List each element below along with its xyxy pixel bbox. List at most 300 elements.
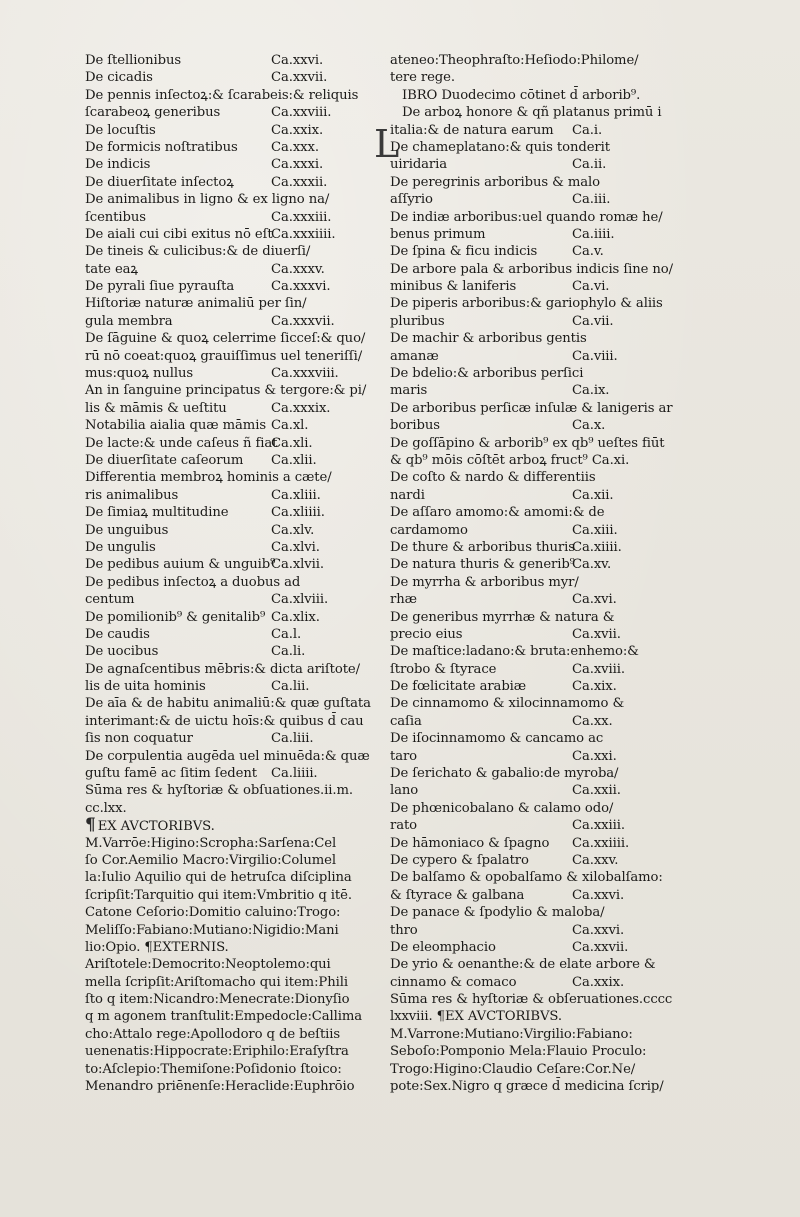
entry-text: De lacte:& unde caſeus ñ fiat xyxy=(85,435,278,451)
entry-text: De diuerſitate caſeorum xyxy=(85,452,244,468)
entry-text: De agnaſcentibus mēbris:& dicta ariſtote/ xyxy=(85,661,360,677)
decorated-initial: L xyxy=(374,121,400,166)
index-line xyxy=(85,139,353,156)
entry-text: pluribus xyxy=(390,313,445,329)
entry-text: rhæ xyxy=(390,592,417,608)
entry-text: ſcripſit:Tarquitio qui item:Vmbritio q itē. xyxy=(85,887,352,903)
entry-text: Meliſſo:Fabiano:Mutiano:Nigidio:Mani xyxy=(85,922,339,938)
entry-text: De phœnicobalano & calamo odo/ xyxy=(390,800,614,816)
index-line xyxy=(85,382,367,399)
index-line xyxy=(85,869,353,886)
entry-text: IBRO Duodecimo cōtinet d̄ arborib⁹. xyxy=(402,87,641,103)
chapter-ref: Ca.xxxv. xyxy=(271,261,325,277)
index-line xyxy=(390,939,660,956)
index-line xyxy=(85,52,353,69)
entry-text: Hiſtoriæ naturæ animaliū per ſin/ xyxy=(85,296,307,312)
entry-text: De yrio & oenanthe:& de elate arbore & xyxy=(390,957,656,973)
index-line xyxy=(85,765,353,782)
index-line xyxy=(390,174,660,191)
entry-text: De aſſaro amomo:& amomi:& de xyxy=(390,505,605,521)
entry-text: De fœlicitate arabiæ xyxy=(390,679,527,695)
entry-text: lano xyxy=(390,783,419,799)
chapter-ref: Ca.ix. xyxy=(572,383,610,399)
entry-text: ſcentibus xyxy=(85,209,146,225)
entry-text: precio eius xyxy=(390,626,463,642)
entry-text: De caudis xyxy=(85,626,150,642)
index-line xyxy=(390,1078,664,1095)
entry-text: De piperis arboribus:& gariophylo & aliis xyxy=(390,296,663,312)
index-line xyxy=(85,313,353,330)
entry-text: De tineis & culicibus:& de diuerſi/ xyxy=(85,244,311,260)
entry-text: boribus xyxy=(390,418,440,434)
index-line xyxy=(85,365,353,382)
entry-text: italia:& de natura earum xyxy=(390,122,554,138)
index-line xyxy=(85,104,353,121)
entry-text: Ariſtotele:Democrito:Neoptolemo:qui xyxy=(85,957,331,973)
entry-text: thro xyxy=(390,922,418,938)
index-line xyxy=(85,800,353,817)
entry-text: Notabilia aialia quæ māmis xyxy=(85,418,267,434)
index-line xyxy=(85,661,360,678)
entry-text: De pyrali ſiue pyrauſta xyxy=(85,279,235,295)
chapter-ref: Ca.xxxvii. xyxy=(271,313,335,329)
entry-text: ſis non coquatur xyxy=(85,731,193,747)
index-line xyxy=(85,69,353,86)
chapter-ref: Ca.xiii. xyxy=(572,522,618,538)
entry-text: ſcarabeoꝝ generibus xyxy=(85,105,221,121)
index-line xyxy=(85,209,353,226)
entry-text: De thure & arboribus thuris xyxy=(390,539,575,555)
chapter-ref: Ca.xxxviii. xyxy=(271,366,339,382)
chapter-ref: Ca.xiiii. xyxy=(572,539,622,555)
entry-text: lio:Opio. ¶EXTERNIS. xyxy=(85,939,229,955)
entry-text: De indiæ arboribus:uel quando romæ he/ xyxy=(390,209,663,225)
chapter-ref: Ca.xxiii. xyxy=(572,818,625,834)
index-line xyxy=(390,435,665,452)
index-line xyxy=(85,417,353,434)
entry-text: De natura thuris & generib⁹ xyxy=(390,557,575,573)
entry-text: An in ſanguine principatus & tergore:& pi/ xyxy=(85,383,367,399)
index-line xyxy=(390,713,660,730)
entry-text: lxxviii. ¶EX AVCTORIBVS. xyxy=(390,1009,562,1025)
entry-text: De eleomphacio xyxy=(390,939,496,955)
index-line xyxy=(85,904,353,921)
chapter-ref: Ca.xxix. xyxy=(271,122,324,138)
chapter-ref: Ca.liiii. xyxy=(271,766,318,782)
entry-text: De goſſāpino & arborib⁹ ex qb⁹ ueſtes fiūt xyxy=(390,435,665,451)
index-line xyxy=(85,695,371,712)
chapter-ref: Ca.xxiiii. xyxy=(572,835,630,851)
index-line xyxy=(390,417,660,434)
chapter-ref: Ca.xlvi. xyxy=(271,539,320,555)
index-line xyxy=(85,939,353,956)
entry-text: De ſimiaꝝ multitudine xyxy=(85,505,229,521)
chapter-ref: Ca.iii. xyxy=(572,192,611,208)
index-line xyxy=(85,1008,363,1025)
chapter-ref: Ca.xxvii. xyxy=(271,70,328,86)
entry-text: Seboſo:Pomponio Mela:Flauio Proculo: xyxy=(390,1044,647,1060)
index-line xyxy=(85,348,363,365)
entry-text: De ſtellionibus xyxy=(85,53,182,68)
chapter-ref: Ca.xlviii. xyxy=(271,592,329,608)
entry-text: De hāmoniaco & ſpagno xyxy=(390,835,550,851)
entry-text: De diuerſitate inſectoꝝ xyxy=(85,174,234,190)
index-line xyxy=(390,330,660,347)
index-line xyxy=(85,295,353,312)
index-line xyxy=(390,1008,660,1025)
left-column xyxy=(85,52,371,1095)
index-line xyxy=(390,209,663,226)
index-line xyxy=(390,782,660,799)
chapter-ref: Ca.xvi. xyxy=(572,592,617,608)
entry-text: rato xyxy=(390,818,418,834)
index-line xyxy=(85,835,353,852)
chapter-ref: Ca.xxx. xyxy=(271,139,319,155)
index-line xyxy=(390,278,660,295)
chapter-ref: Ca.xxi. xyxy=(572,748,617,764)
index-line xyxy=(85,261,353,278)
index-line xyxy=(390,365,660,382)
chapter-ref: Ca.xx. xyxy=(572,713,613,729)
entry-text: De panace & ſpodylio & maloba/ xyxy=(390,905,605,921)
entry-text: Menandro priēnenſe:Heraclide:Euphrōio xyxy=(85,1079,355,1095)
entry-text: De locuſtis xyxy=(85,122,156,138)
index-line xyxy=(390,695,660,712)
index-line xyxy=(390,1061,660,1078)
chapter-ref: Ca.liii. xyxy=(271,731,314,747)
entry-text: De pedibus inſectoꝝ a duobus ad xyxy=(85,574,301,590)
right-column xyxy=(374,52,673,1095)
chapter-ref: Ca.xxxiii. xyxy=(271,209,332,225)
chapter-ref: Ca.xliiii. xyxy=(271,505,325,521)
entry-text: mella ſcripſit:Ariſtomacho qui item:Phili xyxy=(85,974,348,990)
index-line xyxy=(390,539,660,556)
entry-text: minibus & laniferis xyxy=(390,279,517,295)
index-line xyxy=(85,678,353,695)
entry-text: ris animalibus xyxy=(85,487,179,503)
index-line xyxy=(85,956,353,973)
entry-text: cinnamo & comaco xyxy=(390,974,517,990)
entry-text: centum xyxy=(85,592,135,608)
entry-text: Sūma res & hyſtoriæ & obſuationes.ii.m. xyxy=(85,783,353,799)
chapter-ref: Ca.xl. xyxy=(271,418,309,434)
entry-text: De chameplatano:& quis tonderit xyxy=(390,139,610,155)
index-line xyxy=(85,991,353,1008)
entry-text: De arboꝝ honore & qñ platanus primū i xyxy=(402,105,662,121)
entry-text: gula membra xyxy=(85,313,173,329)
entry-text: lis de uita hominis xyxy=(85,679,206,695)
chapter-ref: Ca.xxii. xyxy=(572,783,621,799)
chapter-ref: Ca.xliii. xyxy=(271,487,321,503)
index-line xyxy=(85,504,353,521)
entry-text: De corpulentia augēda uel minuēda:& quæ xyxy=(85,748,370,764)
index-line xyxy=(390,69,660,86)
entry-text: maris xyxy=(390,383,428,399)
chapter-ref: Ca.xxvi. xyxy=(572,922,625,938)
index-line xyxy=(390,765,660,782)
index-line xyxy=(390,191,660,208)
index-line xyxy=(85,591,353,608)
index-line xyxy=(390,295,663,312)
index-line xyxy=(390,1026,660,1043)
entry-text: De coſto & nardo & differentiis xyxy=(390,470,596,486)
entry-text: De arbore pala & arboribus indicis ſine no/ xyxy=(390,261,673,277)
chapter-ref: Ca.viii. xyxy=(572,348,618,364)
entry-text: amanæ xyxy=(390,348,439,364)
chapter-ref: Ca.xlix. xyxy=(271,609,320,625)
index-line xyxy=(85,556,353,573)
index-line xyxy=(85,226,353,243)
chapter-ref: Ca.xv. xyxy=(572,557,612,573)
chapter-ref: Ca.xlv. xyxy=(271,522,315,538)
entry-text: rū nō coeat:quoꝝ grauiſſimus uel teneriſſi/ xyxy=(85,348,363,364)
index-line xyxy=(390,609,660,626)
entry-text: De cinnamomo & xilocinnamomo & xyxy=(390,696,625,712)
chapter-ref: Ca.l. xyxy=(271,626,302,642)
index-line xyxy=(85,539,353,556)
index-line xyxy=(85,243,353,260)
chapter-ref: Ca.xxxi. xyxy=(271,157,324,173)
entry-text: De ungulis xyxy=(85,539,156,555)
entry-text: De maſtice:ladano:& bruta:enhemo:& xyxy=(390,644,639,660)
index-line xyxy=(390,226,660,243)
index-line xyxy=(390,469,660,486)
index-line xyxy=(85,330,366,347)
index-line xyxy=(85,852,353,869)
index-line xyxy=(85,887,353,904)
index-line xyxy=(85,713,364,730)
entry-text: caſia xyxy=(390,713,422,729)
entry-text: De cypero & ſpalatro xyxy=(390,852,529,868)
index-line xyxy=(85,1026,353,1043)
entry-text: taro xyxy=(390,748,418,764)
index-line xyxy=(390,122,660,139)
index-line xyxy=(85,609,353,626)
entry-text: De peregrinis arboribus & malo xyxy=(390,174,600,190)
index-line xyxy=(390,487,660,504)
index-line xyxy=(390,800,660,817)
chapter-ref: Ca.xxvii. xyxy=(572,939,629,955)
entry-text: pote:Sex.Nigro q græce d̄ medicina ſcrip/ xyxy=(390,1079,664,1095)
index-line xyxy=(85,400,353,417)
index-line xyxy=(390,817,660,834)
chapter-ref: Ca.xvii. xyxy=(572,626,621,642)
index-line xyxy=(390,556,660,573)
index-line xyxy=(390,104,660,121)
index-line xyxy=(390,887,660,904)
chapter-ref: Ca.xxix. xyxy=(572,974,625,990)
index-line xyxy=(85,452,353,469)
entry-text: ſtrobo & ſtyrace xyxy=(390,661,497,677)
index-line xyxy=(390,382,660,399)
index-line xyxy=(85,730,353,747)
index-line xyxy=(390,974,660,991)
entry-text: la:Iulio Aquilio qui de hetruſca diſciplina xyxy=(85,870,352,886)
entry-text: & qb⁹ mōis cōſtēt arboꝝ fruct⁹ Ca.xi. xyxy=(390,452,630,468)
chapter-ref: Ca.xxvi. xyxy=(572,887,625,903)
entry-text: De formicis noſtratibus xyxy=(85,139,238,155)
entry-text: ſo Cor.Aemilio Macro:Virgilio:Columel xyxy=(85,852,337,868)
entry-text: De iſocinnamomo & cancamo ac xyxy=(390,731,604,747)
entry-text: De pomilionib⁹ & genitalib⁹ xyxy=(85,609,266,625)
index-line xyxy=(85,643,353,660)
index-line xyxy=(390,852,660,869)
entry-text: ateneo:Theophraſto:Heſiodo:Philome/ xyxy=(390,53,639,68)
chapter-ref: Ca.i. xyxy=(572,122,603,138)
entry-text: interimant:& de uictu hoīs:& quibus d̄ cau xyxy=(85,713,364,729)
entry-text: De arboribus perſicæ inſulæ & lanigeris ar xyxy=(390,400,673,416)
index-line xyxy=(85,748,370,765)
entry-text: cardamomo xyxy=(390,522,468,538)
chapter-ref: Ca.vii. xyxy=(572,313,614,329)
index-line xyxy=(390,156,660,173)
index-line xyxy=(390,243,660,260)
chapter-ref: Ca.v. xyxy=(572,244,604,260)
index-line xyxy=(390,678,660,695)
index-line xyxy=(390,348,660,365)
chapter-ref: Ca.xxxii. xyxy=(271,174,328,190)
chapter-ref: Ca.lii. xyxy=(271,679,310,695)
entry-text: to:Aſclepio:Themiſone:Poſidonio ſtoico: xyxy=(85,1061,342,1077)
index-line xyxy=(85,974,353,991)
index-line xyxy=(85,626,353,643)
entry-text: De pennis inſectoꝝ:& ſcarabeis:& reliquis xyxy=(85,87,359,103)
index-line xyxy=(390,991,673,1008)
index-line xyxy=(390,730,660,747)
index-line xyxy=(390,869,663,886)
entry-text: nardi xyxy=(390,487,425,503)
chapter-ref: Ca.xxxiiii. xyxy=(271,226,336,242)
paragraph-mark-icon: ¶ xyxy=(85,815,96,836)
chapter-ref: Ca.xix. xyxy=(572,679,617,695)
index-line xyxy=(85,817,353,834)
entry-text: uenenatis:Hippocrate:Eriphilo:Eraſyſtra xyxy=(85,1044,349,1060)
entry-text: De bdelio:& arboribus perſici xyxy=(390,366,584,382)
entry-text: De pedibus auium & unguib⁹ xyxy=(85,557,276,573)
entry-text: De unguibus xyxy=(85,522,169,538)
index-line xyxy=(85,156,353,173)
entry-text: Catone Ceſorio:Domitio caluino:Trogo: xyxy=(85,905,341,921)
entry-text: De ſerichato & gabalio:de myroba/ xyxy=(390,766,619,782)
chapter-ref: Ca.xviii. xyxy=(572,661,625,677)
chapter-ref: Ca.xlvii. xyxy=(271,557,324,573)
index-line xyxy=(390,400,673,417)
entry-text: De indicis xyxy=(85,157,151,173)
chapter-ref: Ca.li. xyxy=(271,644,306,660)
chapter-ref: Ca.vi. xyxy=(572,279,610,295)
entry-text: mus:quoꝝ nullus xyxy=(85,366,194,382)
index-line xyxy=(390,313,660,330)
index-line xyxy=(390,835,660,852)
index-line xyxy=(85,487,353,504)
chapter-ref: Ca.xli. xyxy=(271,435,313,451)
index-line xyxy=(390,643,660,660)
index-line xyxy=(390,661,660,678)
entry-text: De ſpina & ficu indicis xyxy=(390,244,538,260)
index-line xyxy=(85,87,359,104)
index-line xyxy=(85,1078,353,1095)
chapter-ref: Ca.xxxvi. xyxy=(271,279,331,295)
index-line xyxy=(390,52,660,69)
entry-text: De animalibus in ligno & ex ligno na/ xyxy=(85,192,330,208)
entry-text: De myrrha & arboribus myr/ xyxy=(390,574,579,590)
chapter-ref: Ca.xxv. xyxy=(572,852,619,868)
entry-text: De machir & arboribus gentis xyxy=(390,331,587,347)
index-line xyxy=(85,574,353,591)
entry-text: benus primum xyxy=(390,226,486,242)
entry-text: q m agonem tranſtulit:Empedocle:Callima xyxy=(85,1009,363,1025)
entry-text: De generibus myrrhæ & natura & xyxy=(390,609,615,625)
entry-text: Sūma res & hyſtoriæ & obſeruationes.cccc xyxy=(390,992,673,1008)
index-line xyxy=(85,191,353,208)
chapter-ref: Ca.xii. xyxy=(572,487,614,503)
index-line xyxy=(390,922,660,939)
entry-text: uiridaria xyxy=(390,157,448,173)
entry-text: aſſyrio xyxy=(390,192,433,208)
index-line xyxy=(390,748,660,765)
entry-text: tate eaꝝ xyxy=(85,261,138,277)
index-line xyxy=(85,782,353,799)
index-line xyxy=(85,1061,353,1078)
entry-text: EX AVCTORIBVS. xyxy=(97,819,215,835)
index-line xyxy=(85,278,353,295)
index-line xyxy=(390,139,660,156)
entry-text: De cicadis xyxy=(85,70,153,86)
entry-text: cc.lxx. xyxy=(85,800,127,816)
index-line xyxy=(85,469,353,486)
entry-text: De ſāguine & quoꝝ celerrime ſicceſ:& quo/ xyxy=(85,331,366,347)
entry-text: lis & māmis & ueſtitu xyxy=(85,400,227,416)
entry-text: M.Varrōe:Higino:Scropha:Sarſena:Cel xyxy=(85,835,337,851)
index-line xyxy=(390,1043,660,1060)
index-line xyxy=(85,522,353,539)
index-line xyxy=(390,904,660,921)
index-line xyxy=(390,574,660,591)
chapter-ref: Ca.xxviii. xyxy=(271,105,332,121)
entry-text: De balſamo & opobalſamo & xilobalſamo: xyxy=(390,870,663,886)
entry-text: cho:Attalo rege:Apollodoro q de beſtiis xyxy=(85,1026,341,1042)
entry-text: guſtu famē ac ſitim ſedent xyxy=(85,766,257,782)
index-line xyxy=(85,435,353,452)
chapter-ref: Ca.xxvi. xyxy=(271,53,324,68)
index-line xyxy=(85,174,353,191)
chapter-ref: Ca.iiii. xyxy=(572,226,615,242)
entry-text: tere rege. xyxy=(390,70,455,86)
entry-text: De aiali cui cibi exitus nō eſt xyxy=(85,226,273,242)
chapter-ref: Ca.ii. xyxy=(572,157,607,173)
index-line xyxy=(390,591,660,608)
entry-text: De aīa & de habitu animaliū:& quæ guſtata xyxy=(85,696,371,712)
entry-text: Differentia membroꝝ hominis a cæte/ xyxy=(85,470,332,486)
chapter-ref: Ca.xxxix. xyxy=(271,400,331,416)
index-line xyxy=(85,1043,353,1060)
index-line xyxy=(85,922,353,939)
entry-text: ſto q item:Nicandro:Menecrate:Dionyſio xyxy=(85,992,350,1008)
index-line xyxy=(390,956,660,973)
index-line xyxy=(85,122,353,139)
entry-text: & ſtyrace & galbana xyxy=(390,887,525,903)
index-line xyxy=(390,522,660,539)
index-line xyxy=(390,626,660,643)
chapter-ref: Ca.xlii. xyxy=(271,452,317,468)
index-line xyxy=(390,452,660,469)
entry-text: M.Varrone:Mutiano:Virgilio:Fabiano: xyxy=(390,1026,633,1042)
entry-text: De uocibus xyxy=(85,644,159,660)
index-line xyxy=(390,504,660,521)
entry-text: Trogo:Higino:Claudio Ceſare:Cor.Ne/ xyxy=(390,1061,636,1077)
chapter-ref: Ca.x. xyxy=(572,418,606,434)
index-line xyxy=(390,261,673,278)
